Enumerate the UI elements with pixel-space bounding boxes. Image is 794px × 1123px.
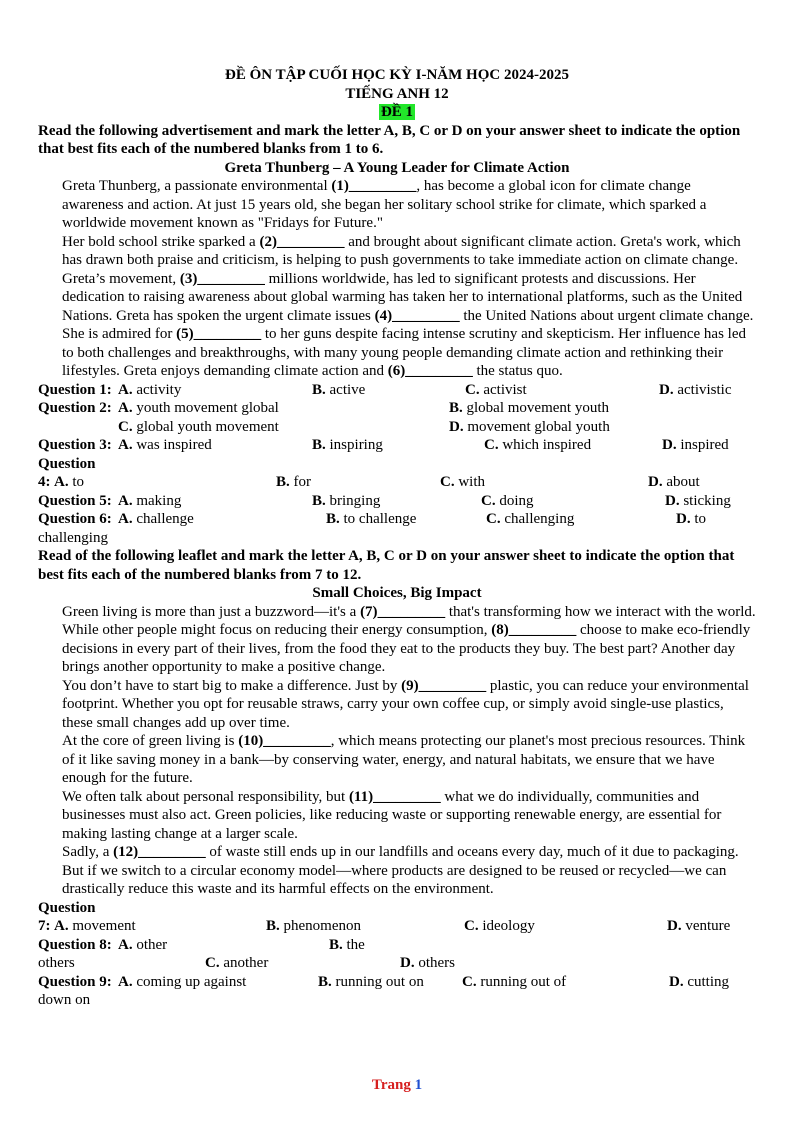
option-a[interactable] (118, 381, 181, 400)
text: Sadly, a (62, 844, 114, 860)
option-letter: D. (665, 492, 680, 509)
option-text: which inspired (498, 437, 592, 453)
option-text: ideology (478, 918, 535, 934)
option-a[interactable] (54, 917, 136, 936)
option-text: others (414, 955, 456, 971)
blank-line: _________ (138, 844, 206, 860)
option-letter: A. (54, 474, 69, 490)
text: , which means protecting our planet's most precious resources. Think of it like saving money in a bank—by conserving water, energy, and natural habitats, we ensure that we have enough for the future. (62, 733, 746, 786)
option-text: down on (38, 992, 91, 1008)
blank-number: (9) (401, 677, 419, 694)
option-b[interactable] (318, 973, 424, 992)
option-letter: B. (329, 936, 343, 953)
option-c[interactable] (465, 381, 527, 400)
option-letter: A. (118, 381, 133, 398)
blank-line: _________ (193, 326, 262, 342)
option-text: venture (681, 918, 731, 934)
option-letter: A. (118, 936, 133, 953)
text: that's transforming how we interact with the world. While other people might focus on reducing their energy consumption, (62, 603, 756, 638)
option-b[interactable] (312, 436, 383, 455)
text: Greta’s movement, (62, 270, 180, 287)
exam-subject: TIẾNG ANH 12 (345, 85, 449, 102)
blank-number: (10) (238, 733, 264, 749)
question-label: Question 6: (38, 511, 112, 527)
option-text: another (219, 955, 269, 971)
option-a[interactable] (118, 936, 167, 955)
blank-line: _________ (377, 603, 446, 620)
page-label: Trang (371, 1077, 415, 1093)
blank-6 (388, 363, 473, 379)
question-7 (38, 899, 756, 918)
option-letter: A. (118, 973, 133, 990)
option-letter: B. (276, 474, 290, 490)
option-b[interactable] (449, 399, 609, 418)
option-b[interactable] (312, 492, 380, 511)
option-d[interactable] (400, 954, 455, 973)
blank-11 (349, 789, 441, 805)
page-footer (0, 1076, 794, 1095)
document-page (38, 66, 756, 1010)
option-b[interactable] (266, 917, 361, 936)
option-letter: C. (118, 418, 133, 435)
blank-9 (401, 678, 486, 694)
blank-4 (375, 308, 460, 324)
option-text: the (342, 936, 365, 953)
text: , has become a global icon for climate change awareness and action. At just 15 years old, she began her solitary school strike for climate, which sparked a worldwide movement known as "Fridays for Future." (62, 178, 707, 231)
blank-number: (3) (179, 270, 198, 287)
text: and brought about significant climate action. Greta's work, which has drawn both praise and criticism, is helping to push governments to take immediate action on climate change. (62, 233, 741, 268)
blank-7 (360, 604, 445, 620)
blank-number: (11) (348, 788, 374, 805)
option-text: to (68, 474, 85, 490)
text: to her guns despite facing intense scrutiny and skepticism. Her influence has led to both challenges and breakthroughs, with many young people demanding climate action and rethinking their lifestyles. Greta enjoys demanding climate action and (62, 326, 747, 379)
option-a[interactable] (118, 510, 194, 529)
option-letter: A. (118, 400, 133, 416)
option-text: challenging (500, 511, 575, 527)
option-letter: D. (648, 474, 663, 490)
blank-2 (259, 234, 344, 250)
question-7-cont (38, 917, 756, 936)
option-letter: A. (54, 918, 69, 934)
section1-paragraph-3 (38, 270, 756, 326)
option-a[interactable] (118, 973, 246, 992)
option-letter: C. (464, 918, 479, 934)
option-text: activity (132, 381, 182, 398)
question-label: Question 3: (38, 437, 112, 453)
option-letter: A. (118, 492, 133, 509)
exam-code-highlight: ĐỀ 1 (380, 104, 414, 120)
text: We often talk about personal responsibility, but (62, 788, 349, 805)
section1-paragraph-2 (38, 233, 756, 270)
question-number: 4: (38, 474, 51, 490)
option-c[interactable] (118, 418, 279, 437)
option-text: coming up against (132, 973, 247, 990)
question-label: Question (38, 455, 96, 472)
text: Greta Thunberg, a passionate environmental (62, 178, 332, 194)
section2-paragraph-3 (38, 732, 756, 788)
option-text: was inspired (132, 437, 212, 453)
option-d[interactable] (659, 381, 732, 400)
option-c[interactable] (484, 436, 591, 455)
option-text: to challenge (339, 511, 417, 527)
option-text: cutting (683, 973, 730, 990)
blank-line: _________ (348, 178, 417, 194)
option-text: global movement youth (462, 400, 609, 416)
option-text: phenomenon (279, 918, 361, 934)
option-letter: B. (266, 918, 280, 934)
option-letter: D. (662, 437, 677, 453)
blank-3 (180, 271, 265, 287)
section2-paragraph-4 (38, 788, 756, 844)
option-letter: B. (312, 381, 326, 398)
option-text: challenge (132, 511, 194, 527)
text: At the core of green living is (62, 733, 239, 749)
option-text: to (690, 511, 707, 527)
page-number: 1 (414, 1077, 423, 1093)
option-text: activistic (673, 381, 732, 398)
option-letter: B. (318, 973, 332, 990)
option-c[interactable] (464, 917, 535, 936)
question-number: 7: (38, 918, 51, 934)
text: of waste still ends up in our landfills and oceans every day, much of it due to packaging. But if we switch to a circular economy model—where products are designed to be reused or recycled—we can drastically reduce this waste and its harmful effects on the environment. (62, 844, 739, 897)
blank-number: (4) (374, 307, 393, 324)
blank-line: _________ (405, 363, 473, 379)
option-letter: D. (449, 418, 464, 435)
option-b[interactable] (326, 510, 416, 529)
question-3 (38, 436, 756, 455)
blank-number: (6) (387, 363, 406, 379)
option-text: inspiring (325, 437, 383, 453)
question-4 (38, 455, 756, 474)
option-letter: D. (667, 918, 682, 934)
question-8-cont (38, 954, 756, 973)
option-d[interactable] (662, 436, 729, 455)
section2-title: Small Choices, Big Impact (312, 585, 482, 601)
section1-paragraph-1 (38, 177, 756, 233)
blank-1 (331, 178, 416, 194)
blank-line: _________ (392, 307, 460, 324)
question-label: Question 1: (38, 381, 112, 398)
option-text: movement (68, 918, 136, 934)
option-b[interactable] (276, 473, 311, 492)
option-text: others (38, 955, 75, 971)
option-c[interactable] (462, 973, 566, 992)
blank-8 (491, 622, 576, 638)
option-a[interactable] (118, 399, 279, 418)
question-6 (38, 510, 756, 529)
option-text: youth movement global (132, 400, 279, 416)
option-letter: C. (440, 474, 455, 490)
option-d[interactable] (665, 492, 731, 511)
question-label: Question 9: (38, 973, 112, 990)
question-1 (38, 381, 756, 400)
question-9-cont (38, 991, 756, 1010)
text: choose to make eco-friendly decisions in every part of their lives, from the food they eat to the products they buy. The best part? Another day brings another opportunity to make a positive change. (62, 622, 751, 675)
question-9 (38, 973, 756, 992)
option-letter: B. (312, 492, 326, 509)
blank-5 (176, 326, 261, 342)
option-text: inspired (676, 437, 729, 453)
blank-line: _________ (263, 733, 331, 749)
section2-paragraph-5 (38, 843, 756, 899)
option-letter: B. (312, 437, 326, 453)
option-text: doing (495, 492, 534, 509)
question-2 (38, 399, 756, 418)
option-text: with (454, 474, 486, 490)
question-label: Question (38, 899, 96, 916)
text: the status quo. (472, 363, 563, 379)
blank-line: _________ (197, 270, 265, 287)
question-2-cont (38, 418, 756, 437)
blank-line: _________ (418, 677, 487, 694)
option-text: running out on (331, 973, 424, 990)
option-letter: B. (326, 511, 340, 527)
option-text: making (132, 492, 182, 509)
option-text: global youth movement (132, 418, 279, 435)
option-text: running out of (476, 973, 567, 990)
option-c[interactable] (205, 954, 268, 973)
text: She is admired for (62, 326, 177, 342)
option-letter: D. (659, 381, 674, 398)
exam-code (38, 103, 756, 122)
blank-line: _________ (508, 622, 577, 638)
option-text: bringing (325, 492, 381, 509)
option-text: other (132, 936, 168, 953)
text: plastic, you can reduce your environmental footprint. Whether you opt for reusable straws, carry your own coffee cup, or simply avoid single-use plastics, these small changes add up over time. (62, 677, 749, 731)
option-b[interactable] (312, 381, 365, 400)
text: Green living is more than just a buzzword—it's a (62, 603, 361, 620)
blank-number: (2) (259, 233, 277, 250)
question-4-cont (38, 473, 756, 492)
option-a[interactable] (118, 492, 181, 511)
option-d[interactable] (676, 510, 706, 529)
option-a[interactable] (118, 436, 212, 455)
option-text: movement global youth (463, 418, 610, 435)
option-letter: C. (205, 955, 220, 971)
text: Her bold school strike sparked a (62, 233, 260, 250)
option-letter: C. (465, 381, 480, 398)
question-label: Question 5: (38, 492, 112, 509)
option-letter: C. (481, 492, 496, 509)
option-d[interactable] (648, 473, 700, 492)
blank-number: (8) (491, 622, 509, 638)
option-letter: C. (462, 973, 477, 990)
question-8 (38, 936, 756, 955)
option-text: about (662, 474, 700, 490)
question-label: Question 2: (38, 400, 112, 416)
option-letter: A. (118, 511, 133, 527)
option-c[interactable] (481, 492, 534, 511)
option-text: activist (479, 381, 527, 398)
section1-instruction: Read the following advertisement and mark the letter A, B, C or D on your answer sheet to indicate the option that best fits each of the numbered blanks from 1 to 6. (38, 122, 741, 157)
option-text: sticking (679, 492, 731, 509)
option-letter: C. (484, 437, 499, 453)
option-d[interactable] (669, 973, 729, 992)
option-letter: D. (676, 511, 691, 527)
blank-number: (1) (331, 178, 349, 194)
section2-paragraph-1 (38, 603, 756, 677)
option-letter: A. (118, 437, 133, 453)
section1-paragraph-4 (38, 325, 756, 381)
section2-paragraph-2 (38, 677, 756, 733)
blank-number: (7) (360, 603, 378, 620)
option-b[interactable] (329, 936, 365, 955)
exam-title: ĐỀ ÔN TẬP CUỐI HỌC KỲ I-NĂM HỌC 2024-2025 (225, 67, 569, 83)
option-c[interactable] (486, 510, 574, 529)
option-text: active (325, 381, 366, 398)
option-text: challenging (38, 529, 108, 546)
option-letter: C. (486, 511, 501, 527)
question-5 (38, 492, 756, 511)
blank-10 (238, 733, 331, 749)
option-letter: D. (669, 973, 684, 990)
section1-title: Greta Thunberg – A Young Leader for Climate Action (224, 159, 570, 176)
option-text: for (289, 474, 312, 490)
text: what we do individually, communities and businesses must also act. Green policies, like reducing waste or supporting renewable energy, are essential for making lasting change at a larger scale. (62, 788, 722, 842)
option-d[interactable] (449, 418, 610, 437)
option-letter: D. (400, 955, 415, 971)
text: You don’t have to start big to make a difference. Just by (62, 677, 402, 694)
question-6-cont (38, 529, 756, 548)
text: the United Nations about urgent climate change. (459, 307, 754, 324)
blank-12 (113, 844, 206, 860)
option-d[interactable] (667, 917, 730, 936)
question-label: Question 8: (38, 936, 112, 953)
blank-line: _________ (373, 788, 441, 805)
blank-line: _________ (276, 233, 345, 250)
section2-instruction: Read of the following leaflet and mark the letter A, B, C or D on your answer sheet to indicate the option that best fits each of the numbered blanks from 7 to 12. (38, 548, 735, 583)
text: millions worldwide, has led to significant protests and discussions. Her dedication to raising awareness about global warming has taken her to international platforms, such as the United Nations. Greta has spoken the urgent climate issues (62, 270, 743, 324)
option-c[interactable] (440, 473, 485, 492)
option-letter: B. (449, 400, 463, 416)
option-a[interactable] (54, 473, 84, 492)
blank-number: (12) (113, 844, 139, 860)
blank-number: (5) (176, 326, 194, 342)
